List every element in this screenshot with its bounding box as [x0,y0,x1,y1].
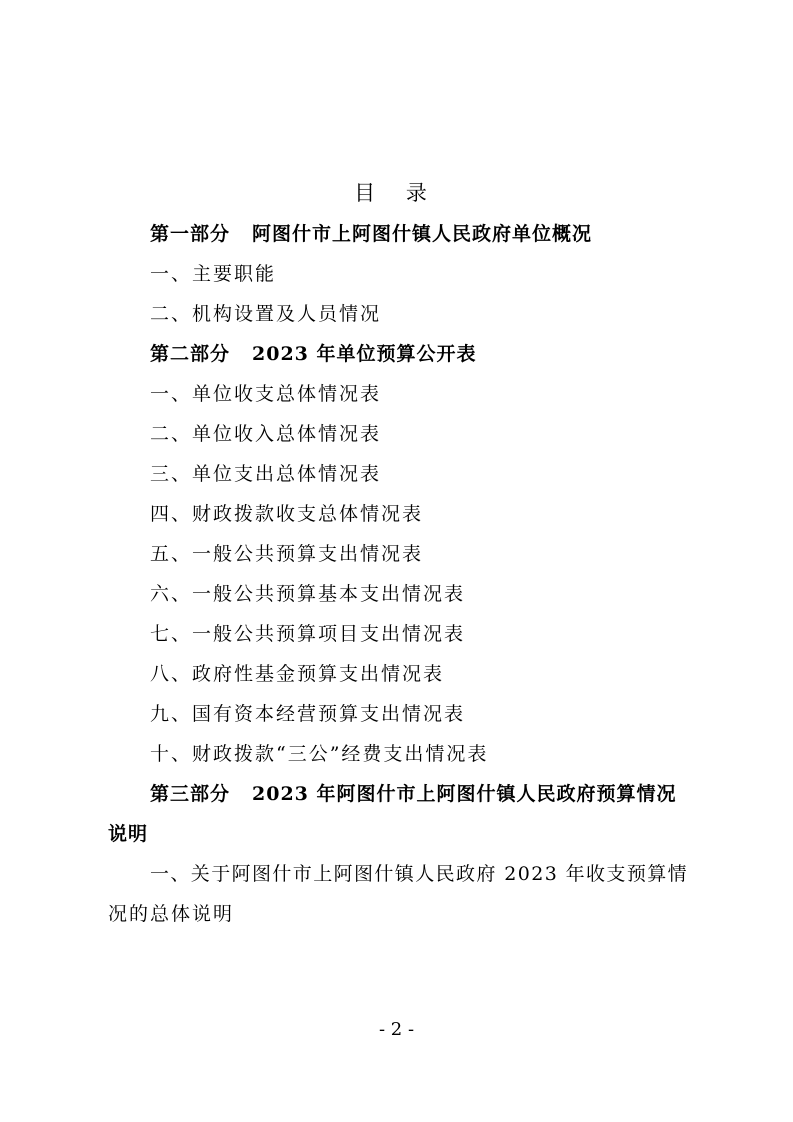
toc-part1-heading [150,220,592,248]
toc-part2-item: 三、单位支出总体情况表 [150,463,382,485]
toc-part2-title: 2023 年单位预算公开表 [252,343,477,365]
toc-part1-item: 一、主要职能 [150,263,277,285]
toc-part2-item: 七、一般公共预算项目支出情况表 [150,623,466,645]
toc-part3-heading [150,780,677,808]
toc-part2-item: 四、财政拨款收支总体情况表 [150,503,424,525]
toc-part3-item: 一、关于阿图什市上阿图什镇人民政府 2023 年收支预算情 [150,863,689,885]
toc-part1-title: 阿图什市上阿图什镇人民政府单位概况 [252,223,593,245]
toc-part2-item: 十、财政拨款“三公”经费支出情况表 [150,743,489,765]
toc-part3-heading-continued: 说明 [108,823,149,845]
toc-part3-label: 第三部分 [150,783,231,805]
toc-part2-item: 二、单位收入总体情况表 [150,423,382,445]
toc-part2-item: 八、政府性基金预算支出情况表 [150,663,445,685]
toc-part3-item-continued: 况的总体说明 [108,903,235,925]
toc-title: 目 录 [354,181,439,205]
toc-part1-item: 二、机构设置及人员情况 [150,303,382,325]
toc-part2-heading [150,340,477,368]
toc-part2-item: 五、一般公共预算支出情况表 [150,543,424,565]
toc-part1-label: 第一部分 [150,223,231,245]
toc-part2-item: 六、一般公共预算基本支出情况表 [150,583,466,605]
toc-part2-item: 九、国有资本经营预算支出情况表 [150,703,466,725]
toc-part2-label: 第二部分 [150,343,231,365]
page-number: - 2 - [378,1019,415,1040]
toc-part2-item: 一、单位收支总体情况表 [150,383,382,405]
toc-part3-title: 2023 年阿图什市上阿图什镇人民政府预算情况 [252,783,677,805]
